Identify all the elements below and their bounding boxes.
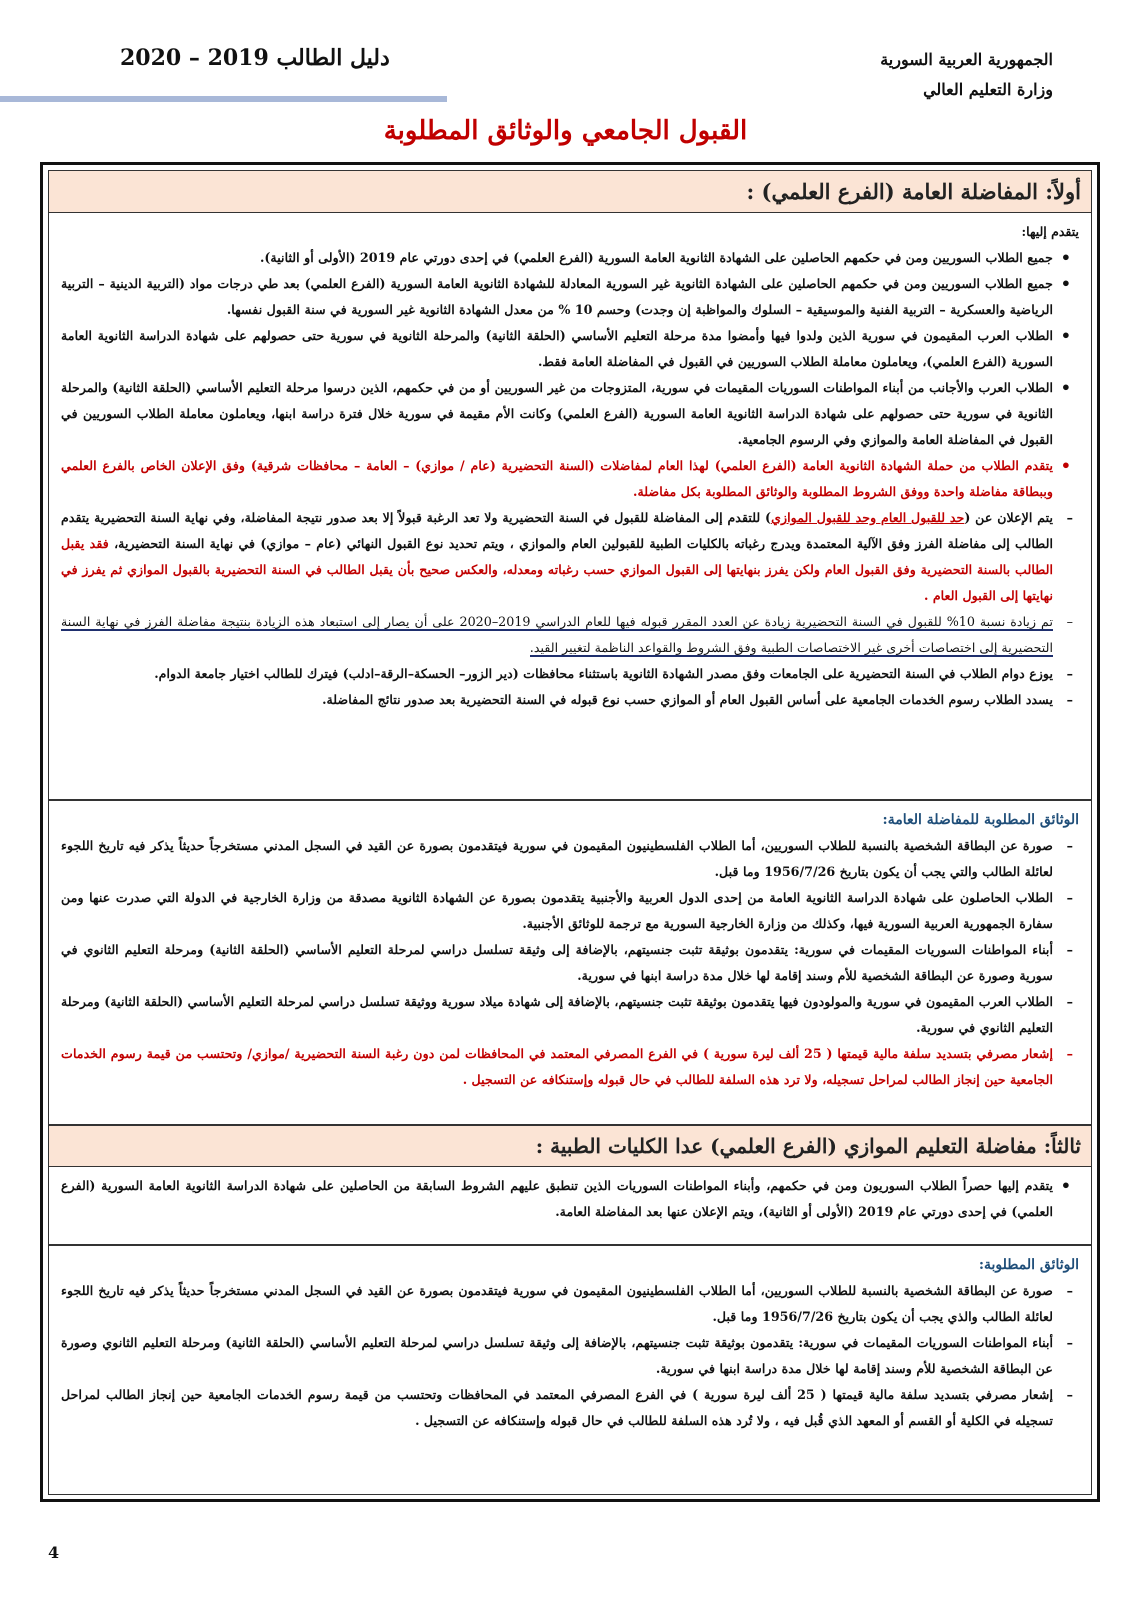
documents-list <box>61 833 1079 1093</box>
country-name: الجمهورية العربية السورية <box>880 50 1053 69</box>
header-rule <box>0 96 447 102</box>
eligibility-list <box>61 1173 1079 1225</box>
list-item: – إشعار مصرفي بتسديد سلفة مالية قيمتها ( 25 ألف ليرة سورية ) في الفرع المصرفي المعتمد في المحافظات وتحتسب من قيمة رسوم الخدمات الجامعية حين إنجاز الطالب لمراحل تسجيله في الكلية أو القسم أو المعهد الذي قُبل فيه ، ولا تُرد هذه السلفة للطالب في حال قبوله وإستنكافه عن التسجيل . <box>61 1382 1079 1434</box>
documents-list <box>61 1278 1079 1434</box>
note-highlight: حد للقبول العام وحد للقبول الموازي <box>771 510 965 525</box>
content-frame <box>40 162 1100 1502</box>
section-subheading: الوثائق المطلوبة: <box>978 1257 1079 1273</box>
intro-label: يتقدم إليها: <box>1021 224 1079 239</box>
section-body <box>49 213 1091 717</box>
note-item <box>61 505 1079 609</box>
list-item: • جميع الطلاب السوريين ومن في حكمهم الحاصلين على الشهادة الثانوية غير السورية المعادلة للشهادة الثانوية العامة السورية (الفرع العلمي) بعد طي درجات مواد (التربية الدينية – التربية الرياضية والعسكرية – التربية الفنية والموسيقية – السلوك والمواظبة إن وجدت) وحسم 10 % من معدل الشهادة الثانوية غير السورية في سنة القبول نفسها. <box>61 271 1079 323</box>
note-text: تم زيادة نسبة 10% للقبول في السنة التحضيرية زيادة عن العدد المقرر قبوله فيها للعام الدراسي 2019–2020 على أن يصار إلى استبعاد هذه الزيادة بنتيجة مفاضلة الفرز في نهاية السنة التحضيرية إلى اختصاصات أخرى غير الاختصاصات الطبية وفق الشروط والقواعد الناظمة لتغيير القيد. <box>61 614 1053 655</box>
note-text: ) للتقدم إلى المفاضلة للقبول في السنة التحضيرية ولا تعد الرغبة قبولاً إلا بعد صدور نتيجة المفاضلة، وفي نهاية السنة التحضيرية يتقدم الطالب إلى مفاضلة الفرز وفق الآلية المعتمدة ويدرج رغباته بالكليات الطبية للقبولين العام والموازي ، ويتم تحديد نوع القبول النهائي (عام – موازي) في نهاية السنة التحضيرية، <box>61 510 1053 551</box>
eligibility-list <box>61 245 1079 505</box>
list-item: • الطلاب العرب المقيمون في سورية الذين ولدوا فيها وأمضوا مدة مرحلة التعليم الأساسي (الحلقة الثانية) والمرحلة الثانوية في سورية حتى حصولهم على شهادة الدراسة الثانوية العامة السورية (الفرع العلمي)، ويعاملون معاملة الطلاب السوريين في القبول في المفاضلة العامة فقط. <box>61 323 1079 375</box>
list-item: – أبناء المواطنات السوريات المقيمات في سورية: يتقدمون بوثيقة تثبت جنسيتهم، بالإضافة إلى وثيقة تسلسل دراسي لمرحلة التعليم الأساسي (الحلقة الثانية) ومرحلة التعليم الثانوي في سورية وصورة عن البطاقة الشخصية للأم وسند إقامة لها خلال مدة دراسة ابنها في سورية. <box>61 937 1079 989</box>
list-item: – الطلاب الحاصلون على شهادة الدراسة الثانوية العامة من إحدى الدول العربية والأجنبية يتقدمون بصورة عن الشهادة الثانوية مصدقة من وزارة الخارجية في الدولة التي صدرت عنها ومن سفارة الجمهورية العربية السورية فيها، وكذلك من وزارة الخارجية السورية مع ترجمة للوثائق الأجنبية. <box>61 885 1079 937</box>
parallel-documents-section <box>48 1245 1092 1495</box>
notes-list <box>61 505 1079 713</box>
section-subheading: الوثائق المطلوبة للمفاضلة العامة: <box>882 812 1079 828</box>
list-item: – صورة عن البطاقة الشخصية بالنسبة للطلاب السوريين، أما الطلاب الفلسطينيون المقيمون في سورية فيتقدمون بصورة عن القيد في السجل المدني مستخرجاً حديثاً يذكر فيه تاريخ اللجوء لعائلة الطالب والذي يجب أن يكون بتاريخ 1956/7/26 وما قبل. <box>61 1278 1079 1330</box>
general-admission-section <box>48 170 1092 800</box>
parallel-admission-section <box>48 1125 1092 1245</box>
list-item: – الطلاب العرب المقيمون في سورية والمولودون فيها يتقدمون بوثيقة تثبت جنسيتهم، بالإضافة إلى شهادة ميلاد سورية ووثيقة تسلسل دراسي لمرحلة التعليم الأساسي (الحلقة الثانية) ومرحلة التعليم الثانوي في سورية. <box>61 989 1079 1041</box>
note-item: – يوزع دوام الطلاب في السنة التحضيرية على الجامعات وفق مصدر الشهادة الثانوية باستثناء محافظات (دير الزور– الحسكة–الرقة–ادلب) فيترك للطالب اختيار جامعة الدوام. <box>61 661 1079 687</box>
general-documents-section <box>48 800 1092 1125</box>
note-item: – يسدد الطلاب رسوم الخدمات الجامعية على أساس القبول العام أو الموازي حسب نوع قبوله في السنة التحضيرية بعد صدور نتائج المفاضلة. <box>61 687 1079 713</box>
page-number: 4 <box>48 1543 60 1562</box>
note-red-text: فقد يقبل الطالب بالسنة التحضيرية وفق القبول العام ولكن يفرز بنهايتها إلى القبول الموازي حسب رغباته ومعدله، والعكس صحيح بأن يقبل الطالب في السنة التحضيرية بالقبول الموازي ثم يفرز في نهايتها إلى القبول العام . <box>61 536 1053 603</box>
page-title: القبول الجامعي والوثائق المطلوبة <box>383 116 748 146</box>
section-heading: أولاً: المفاضلة العامة (الفرع العلمي) : <box>49 171 1091 213</box>
list-item: • يتقدم إليها حصراً الطلاب السوريون ومن في حكمهم، وأبناء المواطنات السوريات الذين تنطبق عليهم الشروط السابقة من الحاصلين على شهادة الدراسة الثانوية العامة السورية (الفرع العلمي) في إحدى دورتي عام 2019 (الأولى أو الثانية)، ويتم الإعلان عنها بعد المفاضلة العامة. <box>61 1173 1079 1225</box>
list-item: • يتقدم الطلاب من حملة الشهادة الثانوية العامة (الفرع العلمي) لهذا العام لمفاضلات (السنة التحضيرية (عام / موازي) – العامة – محافظات شرقية) وفق الإعلان الخاص بالفرع العلمي وببطاقة مفاضلة واحدة ووفق الشروط المطلوبة والوثائق المطلوبة بكل مفاضلة. <box>61 453 1079 505</box>
ministry-name: وزارة التعليم العالي <box>923 80 1053 99</box>
section-body <box>49 1167 1091 1229</box>
list-item: • جميع الطلاب السوريين ومن في حكمهم الحاصلين على الشهادة الثانوية العامة السورية (الفرع العلمي) في إحدى دورتي عام 2019 (الأولى أو الثانية). <box>61 245 1079 271</box>
note-text: يتم الإعلان عن ( <box>964 510 1053 525</box>
list-item: – إشعار مصرفي بتسديد سلفة مالية قيمتها ( 25 ألف ليرة سورية ) في الفرع المصرفي المعتمد في المحافظات لمن دون رغبة السنة التحضيرية /موازي/ وتحتسب من قيمة رسوم الخدمات الجامعية حين إنجاز الطالب لمراحل تسجيله، ولا ترد هذه السلفة للطالب في حال قبوله وإستنكافه عن التسجيل . <box>61 1041 1079 1093</box>
section-heading: ثالثاً: مفاضلة التعليم الموازي (الفرع العلمي) عدا الكليات الطبية : <box>49 1126 1091 1167</box>
list-item: • الطلاب العرب والأجانب من أبناء المواطنات السوريات المقيمات في سورية، المتزوجات من غير السوريين أو من في حكمهم، الذين درسوا مرحلة التعليم الأساسي (الحلقة الثانية) والمرحلة الثانوية في سورية حتى حصولهم على شهادة الدراسة الثانوية العامة السورية (الفرع العلمي) وكانت الأم مقيمة في سورية خلال فترة دراسة ابنها، ويعاملون معاملة الطلاب السوريين في القبول في المفاضلة العامة والموازي وفي الرسوم الجامعية. <box>61 375 1079 453</box>
list-item: – صورة عن البطاقة الشخصية بالنسبة للطلاب السوريين، أما الطلاب الفلسطينيون المقيمون في سورية فيتقدمون بصورة عن القيد في السجل المدني مستخرجاً حديثاً يذكر فيه تاريخ اللجوء لعائلة الطالب والتي يجب أن يكون بتاريخ 1956/7/26 وما قبل. <box>61 833 1079 885</box>
section-body <box>49 1246 1091 1438</box>
note-item <box>61 609 1079 661</box>
section-body <box>49 801 1091 1097</box>
list-item: – أبناء المواطنات السوريات المقيمات في سورية: يتقدمون بوثيقة تثبت جنسيتهم، بالإضافة إلى وثيقة تسلسل دراسي لمرحلة التعليم الأساسي (الحلقة الثانية) ومرحلة التعليم الثانوي وصورة عن البطاقة الشخصية للأم وسند إقامة لها خلال مدة دراسة ابنها في سورية. <box>61 1330 1079 1382</box>
guide-title: دليل الطالب 2019 – 2020 <box>120 45 390 71</box>
